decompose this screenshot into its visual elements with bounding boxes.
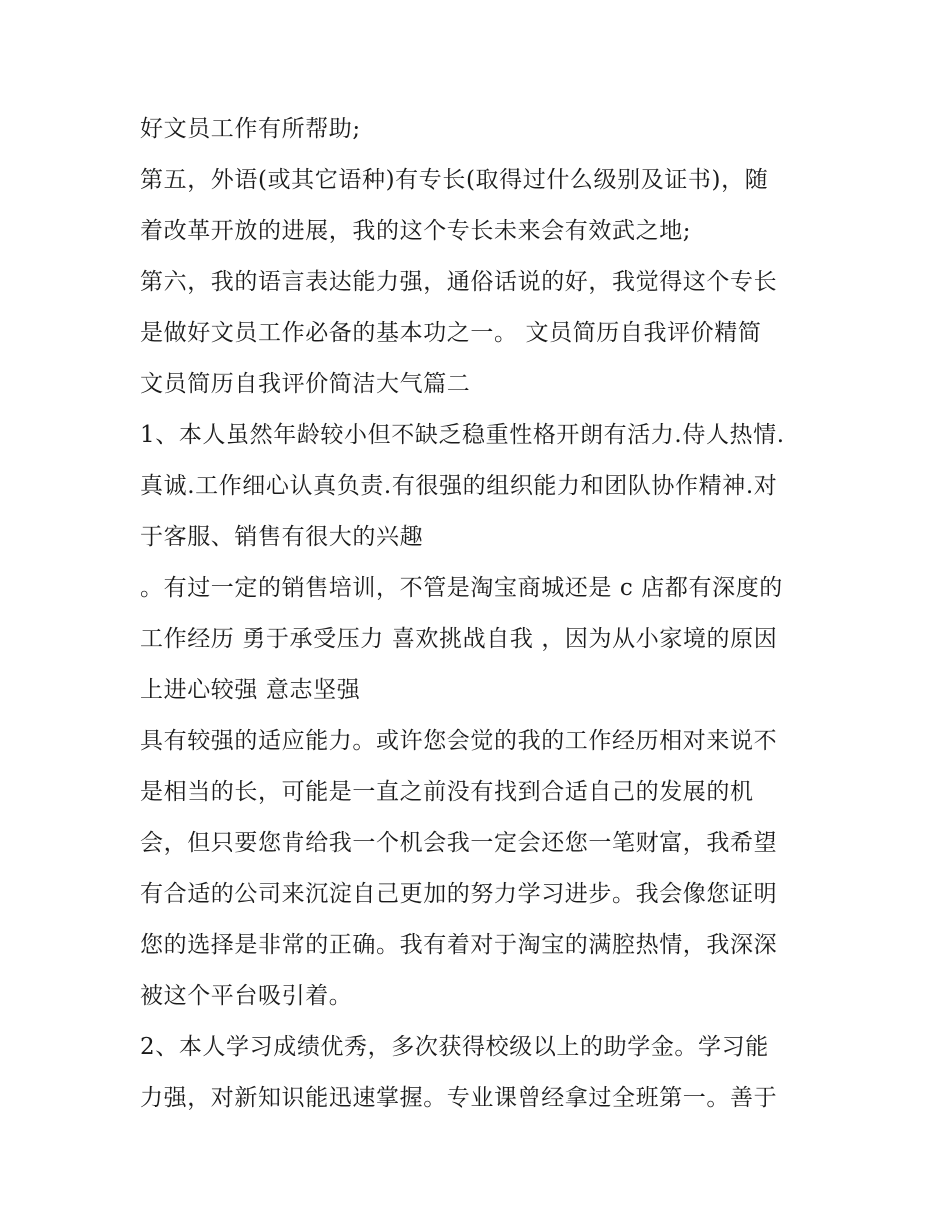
text-line: 工作经历 勇于承受压力 喜欢挑战自我 ，因为从小家境的原因 [140, 626, 778, 652]
section-heading: 文员简历自我评价简洁大气篇二 [140, 371, 471, 397]
text-line: 。有过一定的销售培训，不管是淘宝商城还是 c 店都有深度的 [140, 575, 783, 601]
text-line: 您的选择是非常的正确。我有着对于淘宝的满腔热情，我深深 [140, 932, 778, 958]
text-line: 力强，对新知识能迅速掌握。专业课曾经拿过全班第一。善于 [140, 1085, 778, 1111]
text-line: 1、本人虽然年龄较小但不缺乏稳重性格开朗有活力.侍人热情. [140, 422, 785, 448]
text-line: 是相当的长，可能是一直之前没有找到合适自己的发展的机 [140, 779, 754, 805]
text-line: 第五，外语(或其它语种)有专长(取得过什么级别及证书)，随 [140, 167, 769, 193]
text-line: 有合适的公司来沉淀自己更加的努力学习进步。我会像您证明 [140, 881, 778, 907]
text-line: 会，但只要您肯给我一个机会我一定会还您一笔财富，我希望 [140, 830, 778, 856]
text-line: 上进心较强 意志坚强 [140, 677, 361, 703]
text-line: 具有较强的适应能力。或许您会觉的我的工作经历相对来说不 [140, 728, 778, 754]
text-line: 是做好文员工作必备的基本功之一。 文员简历自我评价精简 [140, 320, 762, 346]
text-line: 着改革开放的进展，我的这个专长未来会有效武之地; [140, 218, 692, 244]
text-line: 真诚.工作细心认真负责.有很强的组织能力和团队协作精神.对 [140, 473, 778, 499]
text-line: 2、本人学习成绩优秀，多次获得校级以上的助学金。学习能 [140, 1034, 769, 1060]
text-line: 被这个平台吸引着。 [140, 983, 353, 1009]
text-line: 好文员工作有所帮助; [140, 116, 361, 142]
document-body [140, 104, 830, 1124]
text-line: 第六，我的语言表达能力强，通俗话说的好，我觉得这个专长 [140, 269, 778, 295]
text-line: 于客服、销售有很大的兴趣 [140, 524, 424, 550]
